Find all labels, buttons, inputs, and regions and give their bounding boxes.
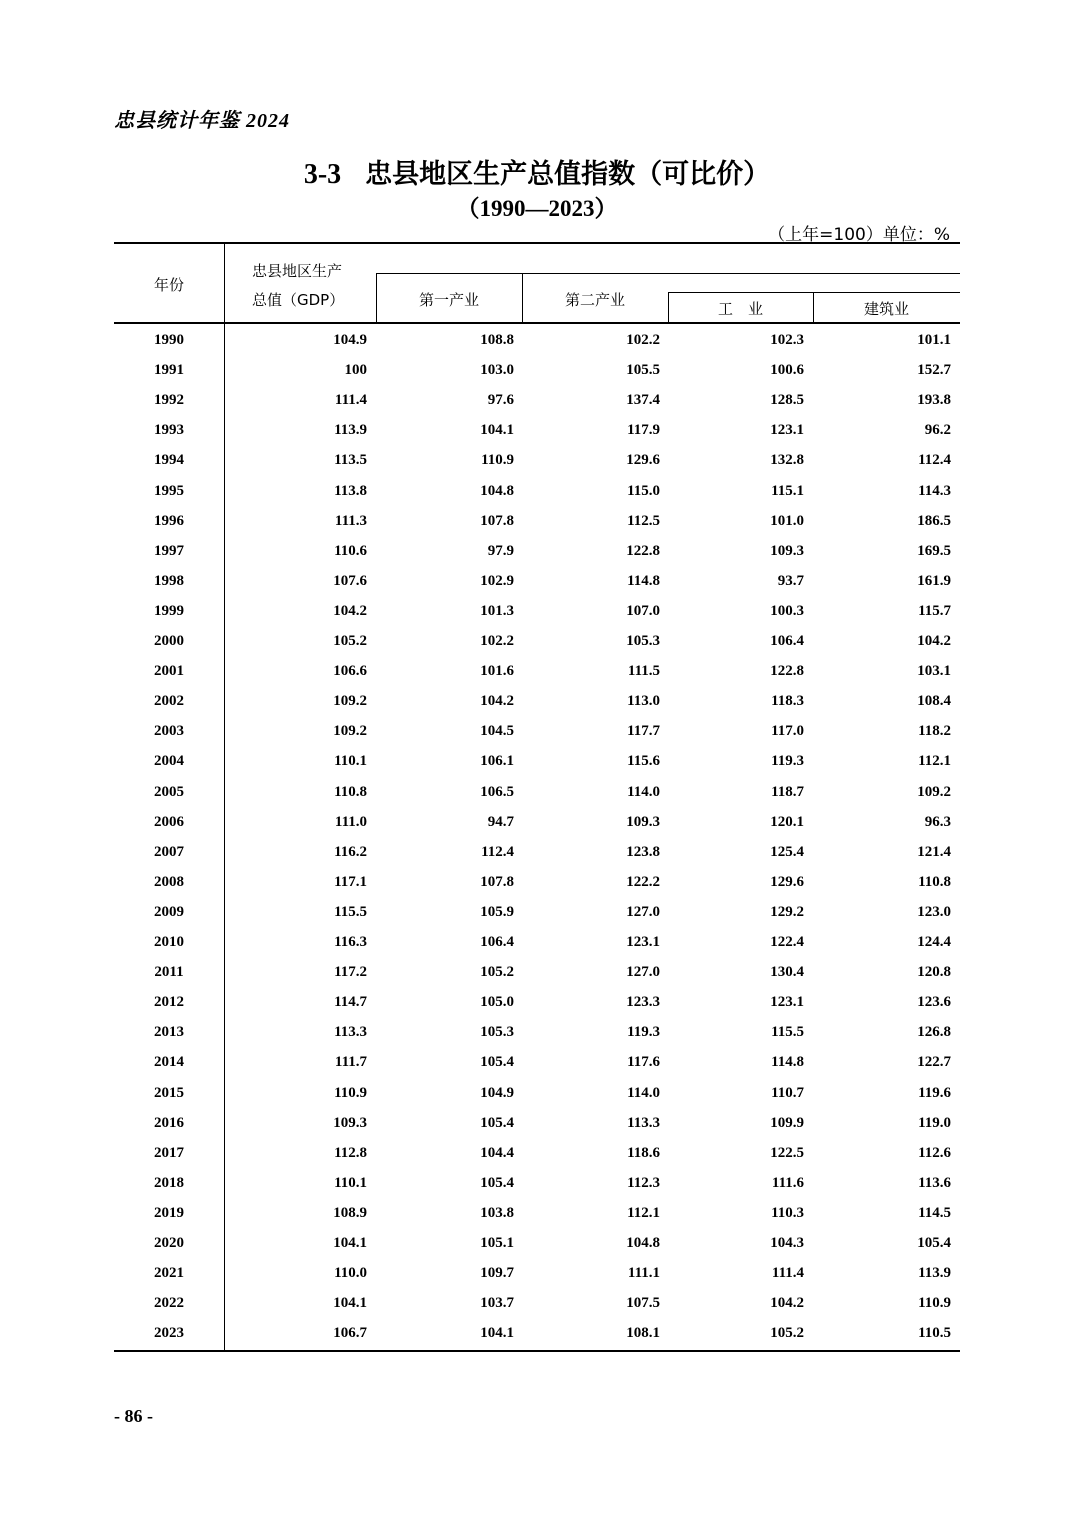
- value-cell: 109.2: [333, 693, 367, 710]
- table-row: [114, 573, 960, 603]
- value-cell: 129.6: [626, 452, 660, 469]
- unit-note: （上年=100）单位：%: [768, 225, 950, 245]
- year-cell: 2015: [154, 1084, 184, 1101]
- table-row: [114, 1054, 960, 1084]
- year-cell: 1990: [154, 332, 184, 348]
- value-cell: 112.5: [627, 512, 660, 529]
- value-cell: 109.7: [480, 1265, 514, 1282]
- value-cell: 104.1: [333, 1235, 367, 1251]
- value-cell: 113.9: [918, 1265, 951, 1282]
- value-cell: 112.4: [918, 452, 951, 469]
- value-cell: 104.1: [480, 1325, 514, 1342]
- page-number: - 86 -: [114, 1406, 153, 1426]
- value-cell: 114.0: [627, 783, 660, 800]
- value-cell: 108.4: [917, 693, 951, 710]
- value-cell: 116.2: [334, 843, 367, 860]
- value-cell: 109.3: [333, 1114, 367, 1131]
- header-gdp-line1: 忠县地区生产: [252, 262, 343, 280]
- year-cell: 2019: [154, 1204, 184, 1221]
- year-cell: 2002: [154, 693, 184, 710]
- table-row: [114, 422, 960, 452]
- value-cell: 123.3: [626, 994, 660, 1011]
- value-cell: 104.9: [480, 1084, 514, 1101]
- value-cell: 116.3: [334, 934, 367, 950]
- value-cell: 130.4: [770, 964, 804, 981]
- value-cell: 102.3: [770, 332, 804, 348]
- value-cell: 106.6: [333, 663, 367, 680]
- value-cell: 109.3: [770, 542, 804, 559]
- running-head: 忠县统计年鉴 2024: [114, 110, 290, 132]
- value-cell: 97.9: [487, 542, 514, 559]
- value-cell: 105.2: [770, 1325, 804, 1342]
- year-cell: 2007: [154, 843, 184, 860]
- value-cell: 101.0: [770, 512, 804, 529]
- value-cell: 122.2: [626, 873, 660, 890]
- table-row: [114, 1205, 960, 1235]
- value-cell: 102.2: [480, 633, 514, 649]
- year-cell: 1995: [154, 482, 184, 499]
- subheader-span-rule: [668, 292, 960, 293]
- value-cell: 105.1: [480, 1235, 514, 1251]
- table-title: [0, 152, 1074, 191]
- value-cell: 111.4: [334, 392, 367, 409]
- value-cell: 113.3: [334, 1024, 367, 1041]
- value-cell: 107.8: [480, 873, 514, 890]
- value-cell: 105.3: [480, 1024, 514, 1041]
- value-cell: 100.6: [770, 362, 804, 379]
- value-cell: 105.0: [480, 994, 514, 1011]
- header-year: 年份: [153, 276, 184, 294]
- value-cell: 110.1: [334, 753, 367, 770]
- value-cell: 114.8: [627, 572, 660, 589]
- value-cell: 115.6: [627, 753, 660, 770]
- value-cell: 125.4: [770, 843, 804, 860]
- value-cell: 104.1: [480, 422, 514, 439]
- value-cell: 118.3: [771, 693, 804, 710]
- value-cell: 101.3: [480, 602, 514, 619]
- year-cell: 2005: [154, 783, 184, 800]
- value-cell: 111.6: [771, 1174, 804, 1191]
- value-cell: 101.1: [917, 332, 951, 348]
- header-industry: 工 业: [717, 300, 763, 318]
- value-cell: 94.7: [487, 813, 514, 830]
- table-row: [114, 483, 960, 513]
- value-cell: 122.5: [770, 1144, 804, 1161]
- value-cell: 129.2: [770, 903, 804, 920]
- value-cell: 111.0: [334, 813, 367, 830]
- value-cell: 119.0: [918, 1114, 951, 1131]
- table-row: [114, 392, 960, 422]
- table-row: [114, 994, 960, 1024]
- year-cell: 2006: [154, 813, 184, 830]
- header-span-rule: [376, 273, 960, 274]
- value-cell: 114.8: [771, 1054, 804, 1071]
- table-row: [114, 844, 960, 874]
- value-cell: 123.0: [917, 903, 951, 920]
- value-cell: 103.7: [480, 1295, 514, 1312]
- value-cell: 97.6: [487, 392, 514, 409]
- year-cell: 2012: [154, 994, 184, 1011]
- value-cell: 102.9: [480, 572, 514, 589]
- value-cell: 107.8: [480, 512, 514, 529]
- value-cell: 122.4: [770, 934, 804, 950]
- value-cell: 115.1: [771, 482, 804, 499]
- value-cell: 120.8: [917, 964, 951, 981]
- year-cell: 1997: [154, 542, 184, 559]
- value-cell: 108.9: [333, 1204, 367, 1221]
- table-row: [114, 753, 960, 783]
- year-cell: 2010: [154, 934, 184, 950]
- value-cell: 103.8: [480, 1204, 514, 1221]
- value-cell: 152.7: [917, 362, 951, 379]
- value-cell: 104.4: [480, 1144, 514, 1161]
- value-cell: 105.2: [333, 633, 367, 649]
- value-cell: 119.3: [627, 1024, 660, 1041]
- value-cell: 117.2: [334, 964, 367, 981]
- table-row: [114, 543, 960, 573]
- table-row: [114, 1115, 960, 1145]
- table-subtitle: （1990—2023）: [456, 196, 618, 221]
- year-cell: 2000: [154, 633, 184, 649]
- table-row: [114, 693, 960, 723]
- value-cell: 169.5: [917, 542, 951, 559]
- value-cell: 115.5: [334, 903, 367, 920]
- value-cell: 123.1: [770, 422, 804, 439]
- value-cell: 111.3: [334, 512, 367, 529]
- table-row: [114, 784, 960, 814]
- value-cell: 129.6: [770, 873, 804, 890]
- value-cell: 110.5: [918, 1325, 951, 1342]
- value-cell: 115.5: [771, 1024, 804, 1041]
- table-row: [114, 1024, 960, 1054]
- table-row: [114, 934, 960, 964]
- value-cell: 117.6: [627, 1054, 660, 1071]
- year-cell: 1998: [154, 572, 184, 589]
- value-cell: 104.8: [480, 482, 514, 499]
- value-cell: 101.6: [480, 663, 514, 680]
- value-cell: 102.2: [626, 332, 660, 348]
- value-cell: 127.0: [626, 903, 660, 920]
- value-cell: 100: [344, 362, 367, 379]
- value-cell: 118.6: [627, 1144, 660, 1161]
- value-cell: 105.3: [626, 633, 660, 649]
- value-cell: 105.4: [917, 1235, 951, 1251]
- value-cell: 104.5: [480, 723, 514, 740]
- value-cell: 114.3: [918, 482, 951, 499]
- year-cell: 2009: [154, 903, 184, 920]
- year-cell: 1999: [154, 602, 184, 619]
- value-cell: 122.8: [770, 663, 804, 680]
- year-cell: 1991: [154, 362, 184, 379]
- value-cell: 93.7: [777, 572, 804, 589]
- value-cell: 193.8: [917, 392, 951, 409]
- table-row: [114, 874, 960, 904]
- table-row: [114, 964, 960, 994]
- table-row: [114, 1265, 960, 1295]
- table-row: [114, 332, 960, 362]
- value-cell: 110.9: [481, 452, 514, 469]
- year-cell: 1996: [154, 512, 184, 529]
- header-construction: 建筑业: [863, 300, 909, 318]
- value-cell: 119.6: [918, 1084, 951, 1101]
- value-cell: 109.2: [917, 783, 951, 800]
- table-title-text: 忠县地区生产总值指数（可比价）: [365, 159, 771, 190]
- value-cell: 107.5: [626, 1295, 660, 1312]
- header-gdp-line2: 总值（GDP）: [252, 291, 345, 309]
- value-cell: 113.5: [334, 452, 367, 469]
- value-cell: 109.3: [626, 813, 660, 830]
- value-cell: 113.9: [334, 422, 367, 439]
- value-cell: 107.6: [333, 572, 367, 589]
- value-cell: 118.7: [771, 783, 804, 800]
- table-row: [114, 513, 960, 543]
- value-cell: 113.6: [918, 1174, 951, 1191]
- value-cell: 105.4: [480, 1114, 514, 1131]
- value-cell: 112.1: [918, 753, 951, 770]
- value-cell: 117.9: [627, 422, 660, 439]
- value-cell: 104.3: [770, 1235, 804, 1251]
- year-cell: 2008: [154, 873, 184, 890]
- value-cell: 106.4: [480, 934, 514, 950]
- value-cell: 110.0: [334, 1265, 367, 1282]
- table-row: [114, 814, 960, 844]
- value-cell: 114.5: [918, 1204, 951, 1221]
- year-cell: 2011: [154, 964, 184, 981]
- value-cell: 123.8: [626, 843, 660, 860]
- value-cell: 118.2: [918, 723, 951, 740]
- table-row: [114, 663, 960, 693]
- value-cell: 111.5: [627, 663, 660, 680]
- table-row: [114, 603, 960, 633]
- year-cell: 2021: [154, 1265, 184, 1282]
- value-cell: 137.4: [626, 392, 660, 409]
- value-cell: 115.0: [627, 482, 660, 499]
- header-secondary: 第二产业: [564, 291, 625, 309]
- table-row: [114, 1235, 960, 1265]
- value-cell: 119.3: [771, 753, 804, 770]
- value-cell: 105.4: [480, 1174, 514, 1191]
- table-bottom-rule: [114, 1350, 960, 1352]
- value-cell: 113.8: [334, 482, 367, 499]
- value-cell: 112.4: [481, 843, 514, 860]
- value-cell: 110.8: [334, 783, 367, 800]
- table-row: [114, 1295, 960, 1325]
- value-cell: 111.1: [627, 1265, 660, 1282]
- value-cell: 132.8: [770, 452, 804, 469]
- value-cell: 123.1: [770, 994, 804, 1011]
- value-cell: 110.9: [334, 1084, 367, 1101]
- year-cell: 1992: [154, 392, 184, 409]
- header-primary: 第一产业: [418, 291, 479, 309]
- value-cell: 112.6: [918, 1144, 951, 1161]
- year-cell: 2013: [154, 1024, 184, 1041]
- value-cell: 104.2: [770, 1295, 804, 1312]
- value-cell: 128.5: [770, 392, 804, 409]
- value-cell: 126.8: [917, 1024, 951, 1041]
- value-cell: 106.4: [770, 633, 804, 649]
- value-cell: 111.4: [771, 1265, 804, 1282]
- value-cell: 104.2: [480, 693, 514, 710]
- value-cell: 122.8: [626, 542, 660, 559]
- value-cell: 114.0: [627, 1084, 660, 1101]
- value-cell: 104.2: [333, 602, 367, 619]
- year-cell: 1993: [154, 422, 184, 439]
- year-cell: 2018: [154, 1174, 184, 1191]
- value-cell: 104.1: [333, 1295, 367, 1312]
- value-cell: 104.8: [626, 1235, 660, 1251]
- year-cell: 2022: [154, 1295, 184, 1312]
- value-cell: 106.1: [480, 753, 514, 770]
- value-cell: 113.0: [627, 693, 660, 710]
- table-row: [114, 362, 960, 392]
- value-cell: 105.9: [480, 903, 514, 920]
- value-cell: 111.7: [334, 1054, 367, 1071]
- value-cell: 109.9: [770, 1114, 804, 1131]
- year-cell: 2017: [154, 1144, 184, 1161]
- table-row: [114, 452, 960, 482]
- value-cell: 114.7: [334, 994, 367, 1011]
- value-cell: 110.1: [334, 1174, 367, 1191]
- table-row: [114, 1145, 960, 1175]
- table-row: [114, 723, 960, 753]
- value-cell: 112.1: [627, 1204, 660, 1221]
- value-cell: 104.9: [333, 332, 367, 348]
- value-cell: 127.0: [626, 964, 660, 981]
- value-cell: 113.3: [627, 1114, 660, 1131]
- value-cell: 121.4: [917, 843, 951, 860]
- value-cell: 124.4: [917, 934, 951, 950]
- table-top-rule: [114, 242, 960, 244]
- value-cell: 123.1: [626, 934, 660, 950]
- value-cell: 123.6: [917, 994, 951, 1011]
- value-cell: 117.0: [771, 723, 804, 740]
- value-cell: 108.1: [626, 1325, 660, 1342]
- value-cell: 108.8: [480, 332, 514, 348]
- value-cell: 105.2: [480, 964, 514, 981]
- value-cell: 110.6: [334, 542, 367, 559]
- year-cell: 2001: [154, 663, 184, 680]
- year-cell: 2003: [154, 723, 184, 740]
- value-cell: 107.0: [626, 602, 660, 619]
- value-cell: 105.4: [480, 1054, 514, 1071]
- value-cell: 110.9: [918, 1295, 951, 1312]
- year-cell: 2014: [154, 1054, 184, 1071]
- value-cell: 112.8: [334, 1144, 367, 1161]
- value-cell: 120.1: [770, 813, 804, 830]
- value-cell: 110.7: [771, 1084, 804, 1101]
- header-bottom-rule: [114, 322, 960, 324]
- year-cell: 2004: [154, 753, 184, 770]
- value-cell: 106.7: [333, 1325, 367, 1342]
- value-cell: 115.7: [918, 602, 951, 619]
- value-cell: 96.3: [924, 813, 951, 830]
- year-cell: 2020: [154, 1235, 184, 1251]
- value-cell: 106.5: [480, 783, 514, 800]
- value-cell: 105.5: [626, 362, 660, 379]
- year-cell: 2016: [154, 1114, 184, 1131]
- year-cell: 1994: [154, 452, 184, 469]
- value-cell: 96.2: [924, 422, 951, 439]
- year-cell: 2023: [154, 1325, 184, 1342]
- table-row: [114, 1175, 960, 1205]
- value-cell: 110.8: [918, 873, 951, 890]
- value-cell: 186.5: [917, 512, 951, 529]
- value-cell: 122.7: [917, 1054, 951, 1071]
- value-cell: 103.0: [480, 362, 514, 379]
- value-cell: 112.3: [627, 1174, 660, 1191]
- value-cell: 104.2: [917, 633, 951, 649]
- value-cell: 110.3: [771, 1204, 804, 1221]
- value-cell: 117.7: [627, 723, 660, 740]
- table-number: 3-3: [303, 159, 342, 190]
- table-row: [114, 633, 960, 663]
- value-cell: 117.1: [334, 873, 367, 890]
- value-cell: 109.2: [333, 723, 367, 740]
- value-cell: 161.9: [917, 572, 951, 589]
- value-cell: 103.1: [917, 663, 951, 680]
- table-row: [114, 904, 960, 934]
- table-row: [114, 1085, 960, 1115]
- value-cell: 100.3: [770, 602, 804, 619]
